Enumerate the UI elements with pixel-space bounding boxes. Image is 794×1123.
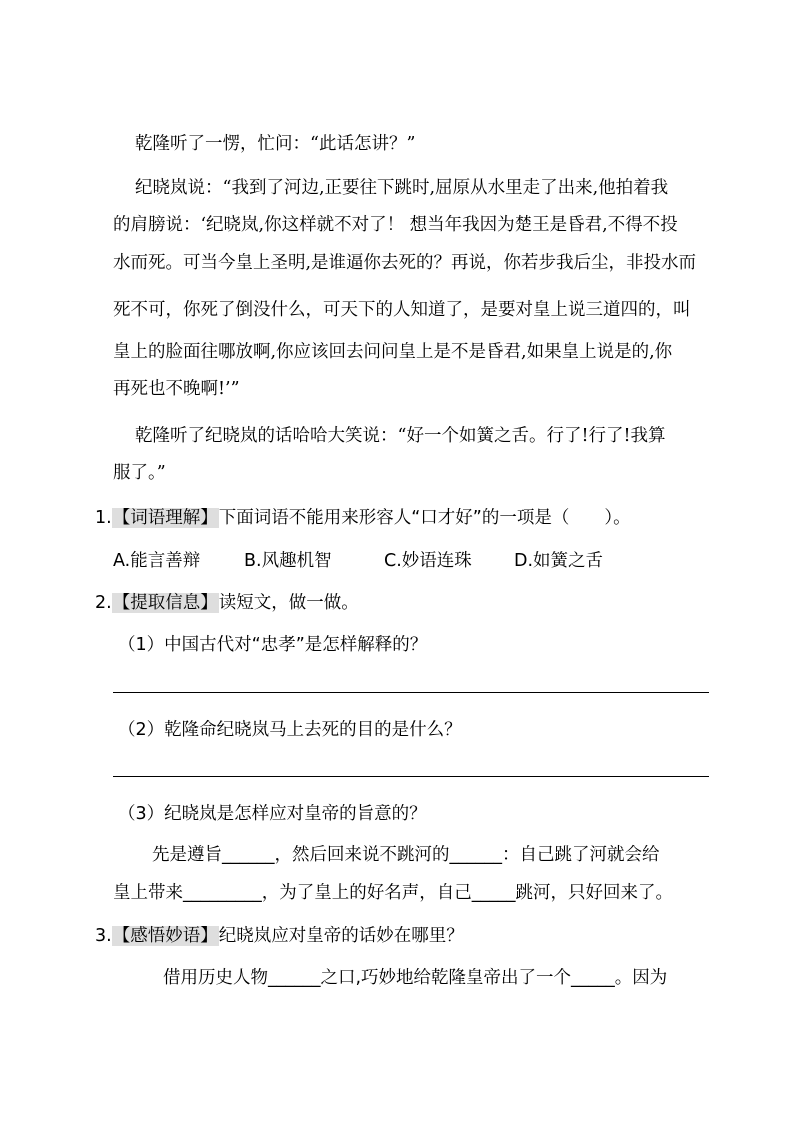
question-tag: 【词语理解】	[112, 508, 218, 528]
fill-in-line[interactable]: 先是遵旨______，然后回来说不跳河的______：自己跳了河就会给	[152, 845, 660, 865]
story-line: 乾隆听了一愣，忙问：“此话怎讲？”	[135, 134, 416, 154]
story-line: 纪晓岚说：“我到了河边,正要往下跳时,屈原从水里走了出来,他拍着我	[135, 178, 669, 198]
answer-line[interactable]	[113, 776, 709, 777]
question-2	[95, 591, 359, 615]
question-tag: 【感悟妙语】	[112, 926, 218, 946]
sub-question-2: （2）乾隆命纪晓岚马上去死的目的是什么？	[118, 720, 462, 740]
story-line: 的肩膀说：‘纪晓岚,你这样就不对了！ 想当年我因为楚王是昏君,不得不投	[113, 215, 678, 235]
story-line: 皇上的脸面往哪放啊,你应该回去问问皇上是不是昏君,如果皇上说是的,你	[113, 342, 673, 362]
option-a[interactable]: A.能言善辩	[113, 551, 201, 571]
story-line: 再死也不晚啊!’”	[113, 379, 240, 399]
fill-in-line[interactable]: 皇上带来_________，为了皇上的好名声，自己_____跳河，只好回来了。	[113, 883, 673, 903]
sub-question-3: （3）纪晓岚是怎样应对皇帝的旨意的？	[118, 804, 427, 824]
option-b[interactable]: B.风趣机智	[244, 551, 332, 571]
story-line: 服了。”	[113, 463, 166, 483]
question-text: 读短文，做一做。	[218, 593, 359, 613]
question-number: 2.	[95, 593, 112, 613]
question-text: 纪晓岚应对皇帝的话妙在哪里？	[218, 926, 464, 946]
answer-options	[113, 549, 603, 573]
sub-question-1: （1）中国古代对“忠孝”是怎样解释的？	[118, 635, 428, 655]
question-text: 下面词语不能用来形容人“口才好”的一项是（ ）。	[218, 508, 631, 528]
question-number: 1.	[95, 508, 112, 528]
question-3	[95, 924, 464, 948]
answer-line[interactable]	[113, 692, 709, 693]
fill-in-line[interactable]: 借用历史人物______之口,巧妙地给乾隆皇帝出了一个_____。因为	[163, 968, 668, 988]
option-c[interactable]: C.妙语连珠	[384, 551, 472, 571]
question-number: 3.	[95, 926, 112, 946]
story-line: 死不可，你死了倒没什么，可天下的人知道了，是要对皇上说三道四的，叫	[113, 300, 691, 320]
option-d[interactable]: D.如簧之舌	[514, 551, 604, 571]
story-line: 乾隆听了纪晓岚的话哈哈大笑说：“好一个如簧之舌。行了!行了!我算	[135, 426, 666, 446]
question-tag: 【提取信息】	[112, 593, 218, 613]
question-1	[95, 506, 631, 530]
story-line: 水而死。可当今皇上圣明,是谁逼你去死的？再说，你若步我后尘，非投水而	[113, 253, 697, 273]
